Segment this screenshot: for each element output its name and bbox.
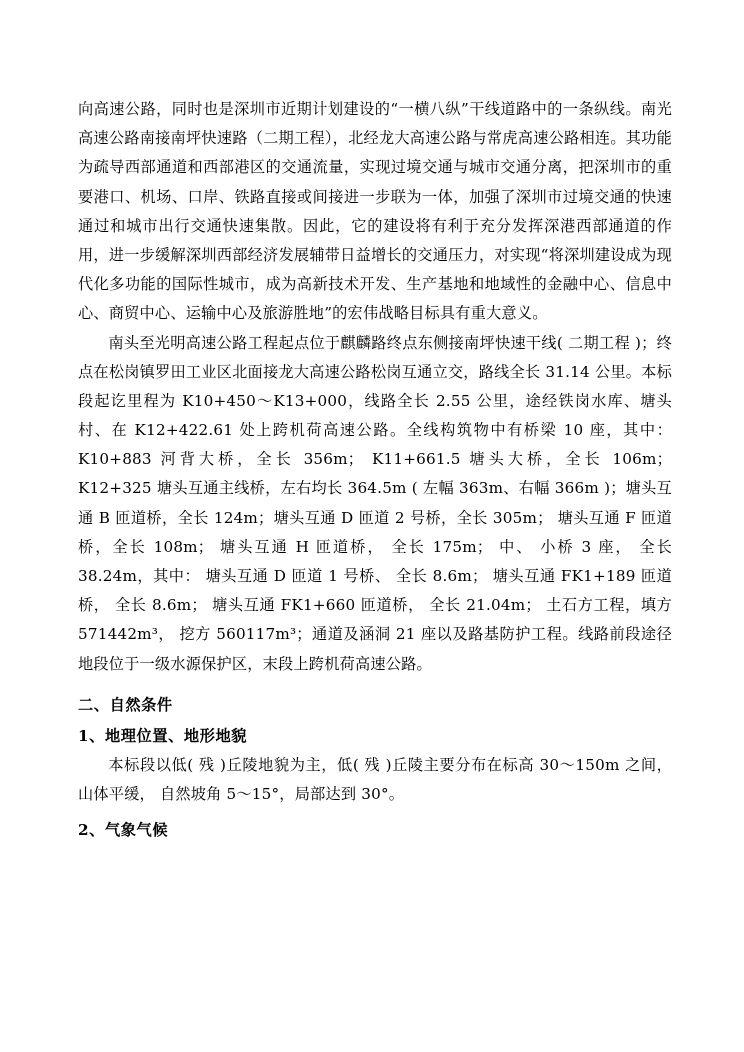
spacer: [78, 810, 672, 814]
paragraph-terrain-description: 本标段以低( 残 )丘陵地貌为主，低( 残 )丘陵主要分布在标高 30～150m 之间，山体平缓， 自然坡角 5～15°，局部达到 30°。: [78, 756, 672, 804]
heading-location-topography: 1、地理位置、地形地貌: [78, 726, 248, 745]
document-body: [78, 95, 672, 845]
paragraph-route-details: 南头至光明高速公路工程起点位于麒麟路终点东侧接南坪快速干线( 二期工程 )；终点在松岗镇罗田工业区北面接龙大高速公路松岗互通立交，路线全长 31.14 公里。本标段起讫里程为 K10+450～K13+000，线路全长 2.55 公里，途经铁岗水库、塘头村、在 K12+422.61 处上跨机荷高速公路。全线构筑物中有桥梁 10 座，其中：K10+883 河背大桥，全长 356m； K11+661.5 塘头大桥，全长 106m； K12+325 塘头互通主线桥，左右均长 364.5m ( 左幅 363m、右幅 366m )；塘头互通 B 匝道桥，全长 124m；塘头互通 D 匝道 2 号桥，全长 305m； 塘头互通 F 匝道桥，全长 108m； 塘头互通 H 匝道桥， 全长 175m； 中、 小桥 3 座， 全长 38.24m，其中： 塘头互通 D 匝道 1 号桥、 全长 8.6m； 塘头互通 FK1+189 匝道桥， 全长 8.6m； 塘头互通 FK1+660 匝道桥， 全长 21.04m； 土石方工程，填方 571442m³， 挖方 560117m³；通道及涵洞 21 座以及路基防护工程。线路前段途径地段位于一级水源保护区，末段上跨机荷高速公路。: [78, 333, 672, 673]
heading-natural-conditions: 二、自然条件: [78, 695, 173, 714]
paragraph-project-overview: 向高速公路，同时也是深圳市近期计划建设的“一横八纵”干线道路中的一条纵线。南光高速公路南接南坪快速路（二期工程），北经龙大高速公路与常虎高速公路相连。其功能为疏导西部通道和西部港区的交通流量，实现过境交通与城市交通分离，把深圳市的重要港口、机场、口岸、铁路直接或间接进一步联为一体，加强了深圳市过境交通的快速通过和城市出行交通快速集散。因此，它的建设将有利于充分发挥深港西部通道的作用，进一步缓解深圳西部经济发展辅带日益增长的交通压力，对实现“将深圳建设成为现代化多功能的国际性城市，成为高新技术开发、生产基地和地域性的金融中心、信息中心、商贸中心、运输中心及旅游胜地”的宏伟战略目标具有重大意义。: [78, 100, 672, 323]
heading-meteorology-climate: 2、气象气候: [78, 820, 169, 839]
spacer: [78, 679, 672, 683]
